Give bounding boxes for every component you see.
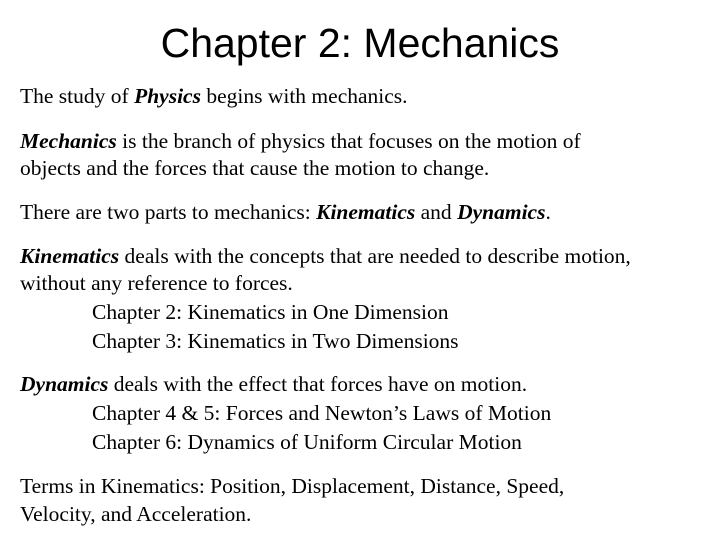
text: is the branch of physics that focuses on the motion of [116, 129, 581, 153]
term-dynamics: Dynamics [457, 200, 546, 224]
term-dynamics: Dynamics [20, 372, 109, 396]
dynamics-definition [20, 372, 527, 397]
term-mechanics: Mechanics [20, 129, 117, 153]
term-kinematics: Kinematics [316, 200, 416, 224]
text: begins with mechanics. [200, 84, 408, 108]
terms-line: Terms in Kinematics: Position, Displacement, Distance, Speed, [20, 474, 565, 498]
term-physics: Physics [134, 84, 201, 108]
text: . [545, 200, 551, 224]
intro-line [20, 84, 408, 109]
two-parts-line [20, 200, 551, 225]
chapter-item: Chapter 2: Kinematics in One Dimension [92, 300, 449, 324]
terms-line-cont: Velocity, and Acceleration. [20, 502, 252, 526]
chapter-item: Chapter 4 & 5: Forces and Newton’s Laws of Motion [92, 401, 552, 425]
term-kinematics: Kinematics [20, 244, 120, 268]
text: deals with the concepts that are needed to describe motion, [119, 244, 631, 268]
mechanics-definition [20, 129, 581, 154]
chapter-item: Chapter 6: Dynamics of Uniform Circular Motion [92, 430, 522, 454]
slide-title: Chapter 2: Mechanics [160, 20, 560, 66]
text: The study of [20, 84, 135, 108]
chapter-item: Chapter 3: Kinematics in Two Dimensions [92, 329, 459, 353]
text: There are two parts to mechanics: [20, 200, 317, 224]
text: and [415, 200, 458, 224]
text: deals with the effect that forces have on motion. [108, 372, 528, 396]
kinematics-definition [20, 244, 631, 269]
kinematics-definition-cont: without any reference to forces. [20, 271, 293, 295]
mechanics-definition-cont: objects and the forces that cause the motion to change. [20, 156, 490, 180]
